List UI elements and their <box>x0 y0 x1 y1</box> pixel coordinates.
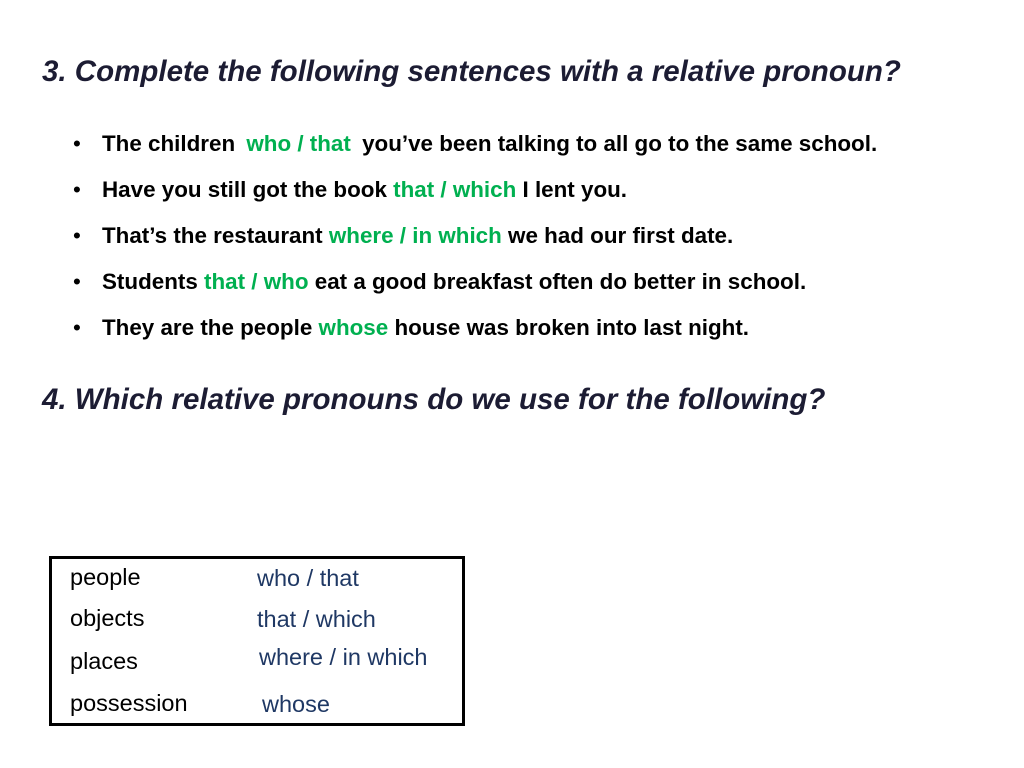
sentence-before: Have you still got the book <box>102 177 387 202</box>
sentence-before: They are the people <box>102 315 313 340</box>
bullet-icon <box>73 121 81 167</box>
sentence-text <box>102 213 733 259</box>
list-item <box>0 305 1024 351</box>
sentence-after: eat a good breakfast often do better in school. <box>314 269 807 294</box>
table-pronoun: who / that <box>257 565 359 591</box>
answer-text: that / which <box>393 177 517 202</box>
sentence-text <box>102 167 627 213</box>
table-category: objects <box>70 605 145 631</box>
sentence-list <box>0 121 1024 351</box>
sentence-before: The children <box>102 131 236 156</box>
bullet-icon <box>73 167 81 213</box>
list-item <box>0 259 1024 305</box>
sentence-before: Students <box>102 269 198 294</box>
sentence-text <box>102 121 877 167</box>
answer-text: who / that <box>246 131 351 156</box>
sentence-after: I lent you. <box>522 177 628 202</box>
sentence-text <box>102 305 749 351</box>
sentence-before: That’s the restaurant <box>102 223 323 248</box>
table-pronoun: whose <box>262 691 330 717</box>
answer-text: whose <box>318 315 389 340</box>
answer-text: that / who <box>204 269 309 294</box>
table-category: possession <box>70 690 188 716</box>
section-4-title: 4. Which relative pronouns do we use for the following? <box>42 383 826 416</box>
sentence-after: you’ve been talking to all go to the same school. <box>362 131 878 156</box>
bullet-icon <box>73 213 81 259</box>
table-category: people <box>70 564 141 590</box>
bullet-icon <box>73 259 81 305</box>
list-item <box>0 213 1024 259</box>
sentence-after: we had our first date. <box>508 223 734 248</box>
table-pronoun: that / which <box>257 606 376 632</box>
answer-text: where / in which <box>328 223 502 248</box>
sentence-after: house was broken into last night. <box>394 315 750 340</box>
table-category: places <box>70 648 138 674</box>
list-item <box>0 121 1024 167</box>
bullet-icon <box>73 305 81 351</box>
table-pronoun: where / in which <box>259 644 428 670</box>
section-3-title: 3. Complete the following sentences with a relative pronoun? <box>42 55 901 88</box>
list-item <box>0 167 1024 213</box>
sentence-text <box>102 259 806 305</box>
pronoun-table <box>49 556 465 726</box>
